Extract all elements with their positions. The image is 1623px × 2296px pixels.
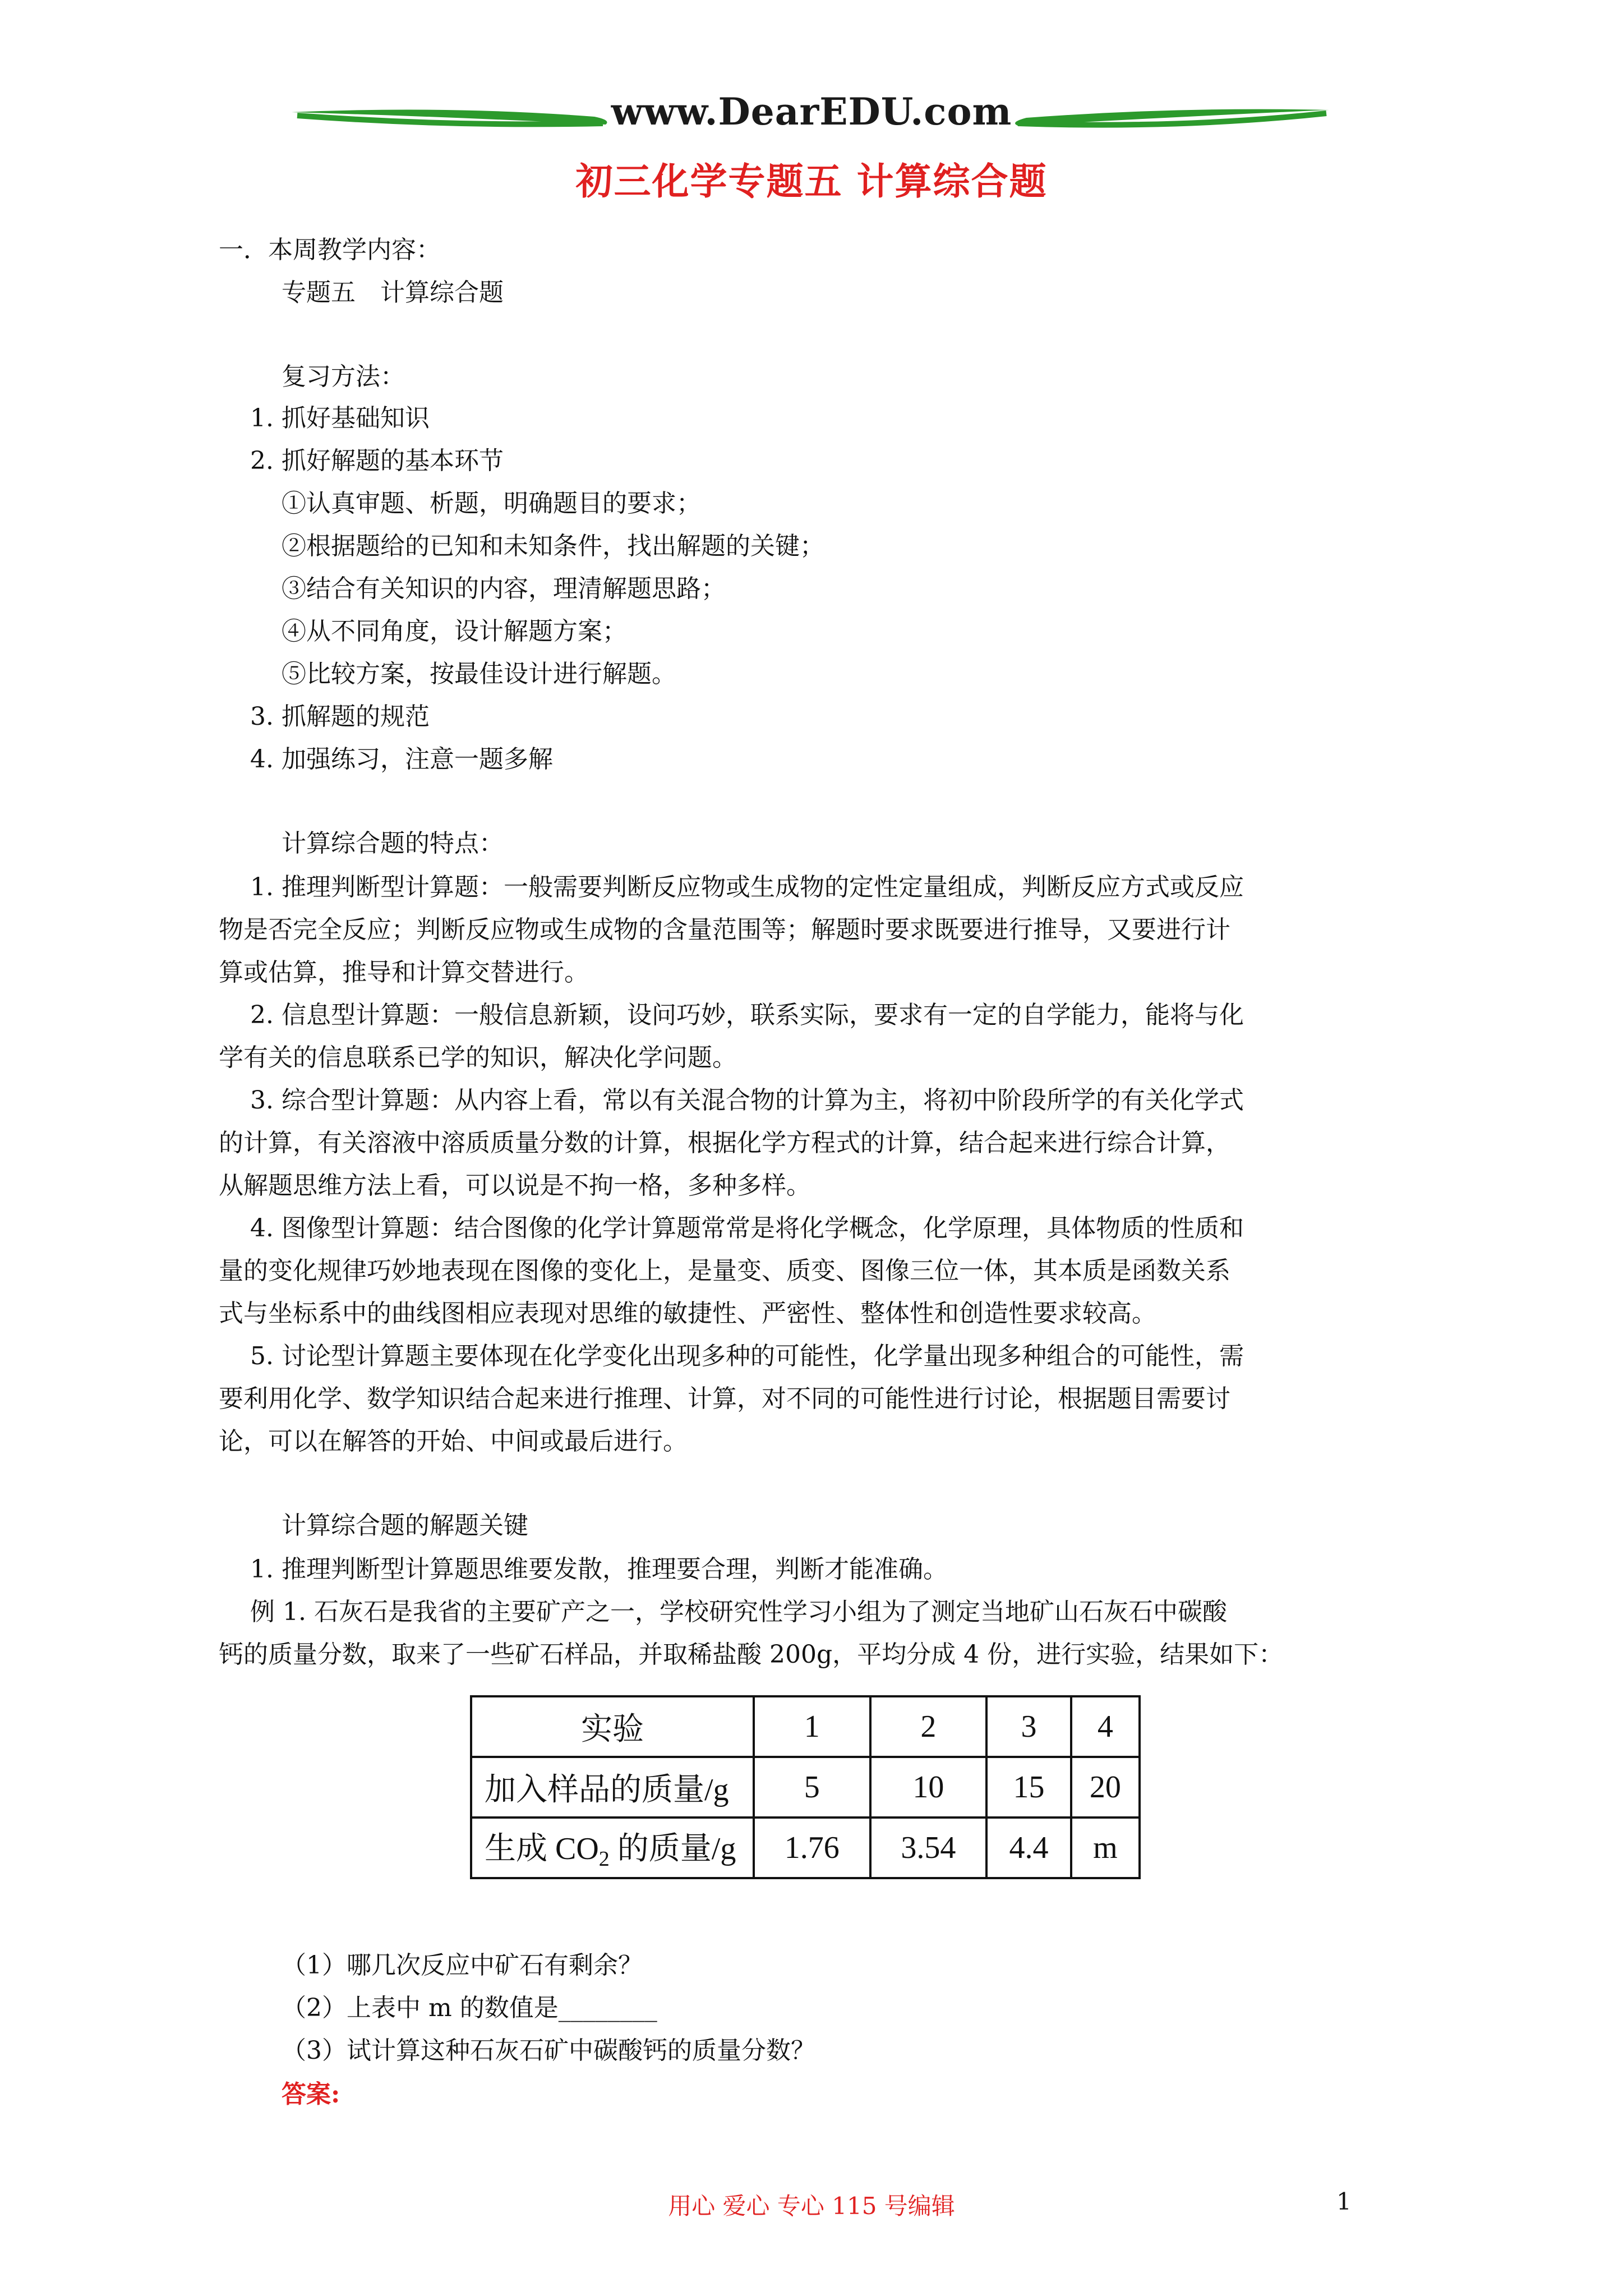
paragraph-line: 4. 图像型计算题：结合图像的化学计算题常常是将化学概念，化学原理，具体物质的性质和 <box>250 1214 1244 1243</box>
list-item: ②根据题给的已知和未知条件，找出解题的关键； <box>282 532 824 560</box>
co2-label-prefix: 生成 CO <box>485 1832 599 1867</box>
paragraph-line: 量的变化规律巧妙地表现在图像的变化上，是量变、质变、图像三位一体，其本质是函数关系 <box>219 1257 1230 1285</box>
paragraph-line: 1. 推理判断型计算题：一般需要判断反应物或生成物的定性定量组成，判断反应方式或反应 <box>250 873 1244 901</box>
page-title: 初三化学专题五 计算综合题 <box>575 159 1048 203</box>
review-heading: 复习方法： <box>282 362 405 391</box>
table-cell: 20 <box>1071 1757 1140 1818</box>
paragraph-line: 1. 推理判断型计算题思维要发散，推理要合理，判断才能准确。 <box>250 1555 948 1584</box>
site-logo: www.DearEDU.com <box>611 90 1012 134</box>
question-line: （3）试计算这种石灰石矿中碳酸钙的质量分数？ <box>282 2036 815 2065</box>
table-cell: 15 <box>986 1757 1071 1818</box>
paragraph-line: 3. 综合型计算题：从内容上看，常以有关混合物的计算为主，将初中阶段所学的有关化学式 <box>250 1086 1244 1115</box>
paragraph-line: 学有关的信息联系已学的知识，解决化学问题。 <box>219 1043 737 1072</box>
paragraph-line: 从解题思维方法上看，可以说是不拘一格，多种多样。 <box>219 1171 811 1200</box>
topic-line: 专题五 计算综合题 <box>282 278 504 307</box>
table-cell-co2-label <box>471 1818 754 1878</box>
list-item: ③结合有关知识的内容，理清解题思路； <box>282 574 726 603</box>
section-heading: 一．本周教学内容： <box>219 236 441 264</box>
paragraph-line: 算或估算，推导和计算交替进行。 <box>219 958 589 987</box>
experiment-table <box>470 1695 1141 1879</box>
page-number: 1 <box>1336 2188 1352 2215</box>
keys-heading: 计算综合题的解题关键 <box>282 1511 528 1540</box>
list-item: 1. 抓好基础知识 <box>250 404 430 432</box>
answer-label: 答案: <box>282 2080 340 2109</box>
table-row <box>471 1818 1140 1878</box>
table-cell: 1 <box>754 1696 870 1757</box>
table-cell: 加入样品的质量/g <box>471 1757 754 1818</box>
paragraph-line: 物是否完全反应；判断反应物或生成物的含量范围等；解题时要求既要进行推导，又要进行计 <box>219 915 1230 944</box>
paragraph-line: 要利用化学、数学知识结合起来进行推理、计算，对不同的可能性进行讨论，根据题目需要讨 <box>219 1384 1230 1413</box>
list-item: ④从不同角度，设计解题方案； <box>282 617 627 646</box>
features-heading: 计算综合题的特点： <box>282 829 504 858</box>
table-cell: 10 <box>870 1757 987 1818</box>
paragraph-line: 式与坐标系中的曲线图相应表现对思维的敏捷性、严密性、整体性和创造性要求较高。 <box>219 1299 1156 1328</box>
co2-subscript: 2 <box>598 1847 610 1871</box>
example-line: 例 1. 石灰石是我省的主要矿产之一，学校研究性学习小组为了测定当地矿山石灰石中碳酸 <box>250 1598 1227 1626</box>
question-line: （2）上表中 m 的数值是________ <box>282 1994 657 2022</box>
list-item: ⑤比较方案，按最佳设计进行解题。 <box>282 660 676 688</box>
paragraph-line: 论，可以在解答的开始、中间或最后进行。 <box>219 1427 688 1456</box>
table-cell: 3 <box>986 1696 1071 1757</box>
example-line: 钙的质量分数，取来了一些矿石样品，并取稀盐酸 200g，平均分成 4 份，进行实验，结果如下： <box>219 1640 1284 1669</box>
list-item: 3. 抓解题的规范 <box>250 702 430 731</box>
question-line: （1）哪几次反应中矿石有剩余？ <box>282 1951 643 1980</box>
table-cell: 5 <box>754 1757 870 1818</box>
list-item: ①认真审题、析题，明确题目的要求； <box>282 489 701 518</box>
table-cell: 3.54 <box>870 1818 987 1878</box>
table-cell: m <box>1071 1818 1140 1878</box>
table-cell: 2 <box>870 1696 987 1757</box>
list-item: 2. 抓好解题的基本环节 <box>250 447 504 475</box>
list-item: 4. 加强练习，注意一题多解 <box>250 745 553 774</box>
table-cell: 4.4 <box>986 1818 1071 1878</box>
table-row <box>471 1696 1140 1757</box>
paragraph-line: 2. 信息型计算题：一般信息新颖，设问巧妙，联系实际，要求有一定的自学能力，能将与化 <box>250 1001 1244 1029</box>
table-cell: 实验 <box>471 1696 754 1757</box>
table-row <box>471 1757 1140 1818</box>
co2-label-suffix: 的质量/g <box>609 1832 736 1867</box>
paragraph-line: 5. 讨论型计算题主要体现在化学变化出现多种的可能性，化学量出现多种组合的可能性，需 <box>250 1342 1244 1370</box>
table-cell: 1.76 <box>754 1818 870 1878</box>
page-footer: 用心 爱心 专心 115 号编辑 <box>668 2192 955 2220</box>
paragraph-line: 的计算，有关溶液中溶质质量分数的计算，根据化学方程式的计算，结合起来进行综合计算， <box>219 1129 1230 1157</box>
table-cell: 4 <box>1071 1696 1140 1757</box>
